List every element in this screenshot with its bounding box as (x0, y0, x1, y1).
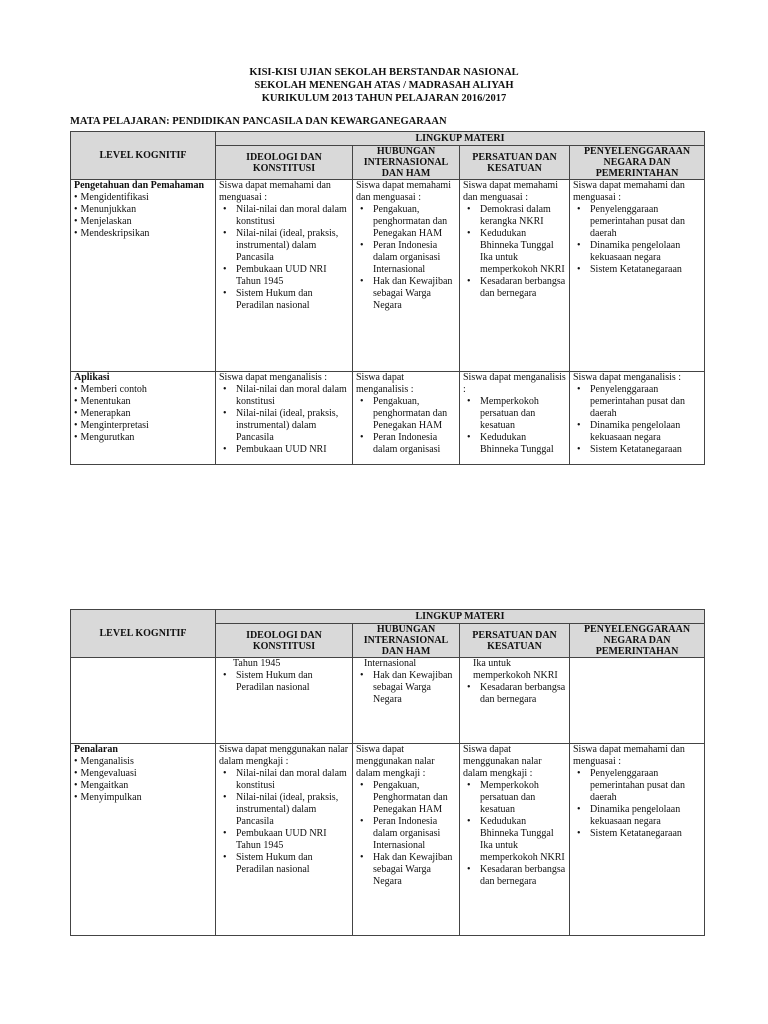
list-item: • Dinamika pengelolaan kekuasaan negara (573, 240, 701, 264)
list-item: • Mengevaluasi (74, 768, 212, 780)
list-item: • Hak dan Kewajiban sebagai Warga Negara (356, 276, 456, 312)
list-item: • Pembukaan UUD NRI (219, 444, 349, 456)
cell-intro: Siswa dapat memahami dan menguasai : (219, 180, 331, 203)
list-item: • Pengakuan, penghormatan dan Penegakan HAM (356, 204, 456, 240)
list-item: • Peran Indonesia dalam organisasi (356, 432, 456, 456)
material-list (463, 780, 566, 888)
level-list (74, 384, 212, 444)
material-list (463, 204, 566, 300)
header-line-2: SEKOLAH MENENGAH ATAS / MADRASAH ALIYAH (254, 80, 514, 91)
persatuan-cell (460, 658, 570, 744)
cell-continued-text: Internasional (364, 658, 417, 669)
level-title: Penalaran (74, 744, 118, 755)
list-item: • Pengakuan, penghormatan dan Penegakan HAM (356, 396, 456, 432)
list-item: • Menjelaskan (74, 216, 212, 228)
kisi-kisi-table-1 (70, 131, 705, 465)
list-item: • Hak dan Kewajiban sebagai Warga Negara (356, 852, 456, 888)
hubungan-cell (353, 180, 460, 372)
cell-intro: Siswa dapat memahami dan menguasai : (463, 180, 558, 203)
subject-title: MATA PELAJARAN: PENDIDIKAN PANCASILA DAN KEWARGANEGARAAN (70, 116, 447, 127)
material-list (356, 670, 456, 706)
level-cell (71, 372, 216, 465)
cell-intro: Siswa dapat memahami dan menguasai : (356, 180, 451, 203)
list-item: • Menganalisis (74, 756, 212, 768)
level-title: Pengetahuan dan Pemahaman (74, 180, 205, 191)
ideologi-cell (216, 372, 353, 465)
list-item: • Mengidentifikasi (74, 192, 212, 204)
list-item: • Menerapkan (74, 408, 212, 420)
material-list (463, 682, 566, 706)
list-item: • Pembukaan UUD NRI Tahun 1945 (219, 828, 349, 852)
list-item: • Kedudukan Bhinneka Tunggal Ika untuk memperkokoh NKRI (463, 816, 566, 864)
penyelenggaraan-cell (570, 372, 705, 465)
persatuan-cell (460, 372, 570, 465)
table-row (71, 658, 705, 744)
table-row (71, 372, 705, 465)
list-item: • Sistem Hukum dan Peradilan nasional (219, 288, 349, 312)
cell-intro: Siswa dapat menggunakan nalar dalam mengkaji : (219, 744, 349, 767)
level-cell (71, 658, 216, 744)
list-item: • Kesadaran berbangsa dan bernegara (463, 682, 566, 706)
table-row (71, 180, 705, 372)
header-persatuan: PERSATUAN DAN KESATUAN (460, 146, 570, 180)
ideologi-cell (216, 744, 353, 936)
list-item: • Nilai-nilai dan moral dalam konstitusi (219, 204, 349, 228)
cell-intro: Siswa dapat menganalisis : (356, 372, 414, 395)
material-list (463, 396, 566, 456)
header-hubungan: HUBUNGAN INTERNASIONAL DAN HAM (353, 624, 460, 658)
cell-intro: Siswa dapat menganalisis : (219, 372, 328, 383)
material-list (573, 204, 701, 276)
list-item: • Demokrasi dalam kerangka NKRI (463, 204, 566, 228)
list-item: • Nilai-nilai (ideal, praksis, instrumental) dalam Pancasila (219, 792, 349, 828)
list-item: • Peran Indonesia dalam organisasi Internasional (356, 240, 456, 276)
list-item: • Memperkokoh persatuan dan kesatuan (463, 396, 566, 432)
list-item: • Hak dan Kewajiban sebagai Warga Negara (356, 670, 456, 706)
material-list (356, 780, 456, 888)
list-item: • Kesadaran berbangsa dan bernegara (463, 864, 566, 888)
cell-intro: Siswa dapat menganalisis : (463, 372, 566, 395)
list-item: • Dinamika pengelolaan kekuasaan negara (573, 804, 701, 828)
header-ideologi: IDEOLOGI DAN KONSTITUSI (216, 146, 353, 180)
level-cell (71, 744, 216, 936)
ideologi-cell (216, 180, 353, 372)
persatuan-cell (460, 180, 570, 372)
persatuan-cell (460, 744, 570, 936)
list-item: • Kedudukan Bhinneka Tunggal Ika untuk memperkokoh NKRI (463, 228, 566, 276)
list-item: • Peran Indonesia dalam organisasi Internasional (356, 816, 456, 852)
list-item: • Mendeskripsikan (74, 228, 212, 240)
penyelenggaraan-cell (570, 180, 705, 372)
header-level-kognitif: LEVEL KOGNITIF (71, 610, 216, 658)
list-item: • Sistem Hukum dan Peradilan nasional (219, 670, 349, 694)
list-item: • Menentukan (74, 396, 212, 408)
penyelenggaraan-cell (570, 658, 705, 744)
list-item: • Pengakuan, Penghormatan dan Penegakan HAM (356, 780, 456, 816)
list-item: • Nilai-nilai (ideal, praksis, instrumental) dalam Pancasila (219, 408, 349, 444)
material-list (219, 384, 349, 456)
list-item: • Nilai-nilai (ideal, praksis, instrumental) dalam Pancasila (219, 228, 349, 264)
cell-intro: Siswa dapat menggunakan nalar dalam mengkaji : (463, 744, 542, 779)
level-list (74, 192, 212, 240)
header-penyelenggaraan: PENYELENGGARAAN NEGARA DAN PEMERINTAHAN (570, 624, 705, 658)
list-item: • Mengurutkan (74, 432, 212, 444)
list-item: • Sistem Ketatanegaraan (573, 828, 701, 840)
header-hubungan: HUBUNGAN INTERNASIONAL DAN HAM (353, 146, 460, 180)
list-item: • Sistem Ketatanegaraan (573, 444, 701, 456)
hubungan-cell (353, 658, 460, 744)
header-line-1: KISI-KISI UJIAN SEKOLAH BERSTANDAR NASIONAL (249, 67, 519, 78)
header-line-3: KURIKULUM 2013 TAHUN PELAJARAN 2016/2017 (261, 93, 507, 104)
hubungan-cell (353, 744, 460, 936)
material-list (573, 384, 701, 456)
list-item: • Pembukaan UUD NRI Tahun 1945 (219, 264, 349, 288)
material-list (573, 768, 701, 840)
cell-continued-text: Tahun 1945 (233, 658, 281, 669)
cell-intro: Siswa dapat menggunakan nalar dalam mengkaji : (356, 744, 435, 779)
header-persatuan: PERSATUAN DAN KESATUAN (460, 624, 570, 658)
header-penyelenggaraan: PENYELENGGARAAN NEGARA DAN PEMERINTAHAN (570, 146, 705, 180)
level-list (74, 756, 212, 804)
list-item: • Kesadaran berbangsa dan bernegara (463, 276, 566, 300)
kisi-kisi-table-2 (70, 609, 705, 936)
level-title: Aplikasi (74, 372, 110, 383)
list-item: • Menginterpretasi (74, 420, 212, 432)
list-item: • Menunjukkan (74, 204, 212, 216)
list-item: • Penyelenggaraan pemerintahan pusat dan daerah (573, 384, 701, 420)
list-item: • Nilai-nilai dan moral dalam konstitusi (219, 384, 349, 408)
list-item: • Menyimpulkan (74, 792, 212, 804)
penyelenggaraan-cell (570, 744, 705, 936)
cell-intro: Siswa dapat menganalisis : (573, 372, 682, 383)
list-item: • Sistem Hukum dan Peradilan nasional (219, 852, 349, 876)
header-lingkup-materi: LINGKUP MATERI (216, 610, 705, 624)
list-item: • Dinamika pengelolaan kekuasaan negara (573, 420, 701, 444)
material-list (219, 670, 349, 694)
cell-continued-text: Ika untuk memperkokoh NKRI (473, 658, 558, 681)
list-item: • Kedudukan Bhinneka Tunggal (463, 432, 566, 456)
list-item: • Penyelenggaraan pemerintahan pusat dan daerah (573, 768, 701, 804)
header-ideologi: IDEOLOGI DAN KONSTITUSI (216, 624, 353, 658)
list-item: • Nilai-nilai dan moral dalam konstitusi (219, 768, 349, 792)
list-item: • Memperkokoh persatuan dan kesatuan (463, 780, 566, 816)
ideologi-cell (216, 658, 353, 744)
material-list (219, 768, 349, 876)
list-item: • Mengaitkan (74, 780, 212, 792)
list-item: • Penyelenggaraan pemerintahan pusat dan daerah (573, 204, 701, 240)
material-list (356, 204, 456, 312)
hubungan-cell (353, 372, 460, 465)
material-list (356, 396, 456, 456)
cell-intro: Siswa dapat memahami dan menguasai : (573, 180, 685, 203)
list-item: • Sistem Ketatanegaraan (573, 264, 701, 276)
material-list (219, 204, 349, 312)
cell-intro: Siswa dapat memahami dan menguasai : (573, 744, 685, 767)
header-lingkup-materi: LINGKUP MATERI (216, 132, 705, 146)
list-item: • Memberi contoh (74, 384, 212, 396)
level-cell (71, 180, 216, 372)
table-row (71, 744, 705, 936)
header-level-kognitif: LEVEL KOGNITIF (71, 132, 216, 180)
document-header (0, 66, 768, 105)
